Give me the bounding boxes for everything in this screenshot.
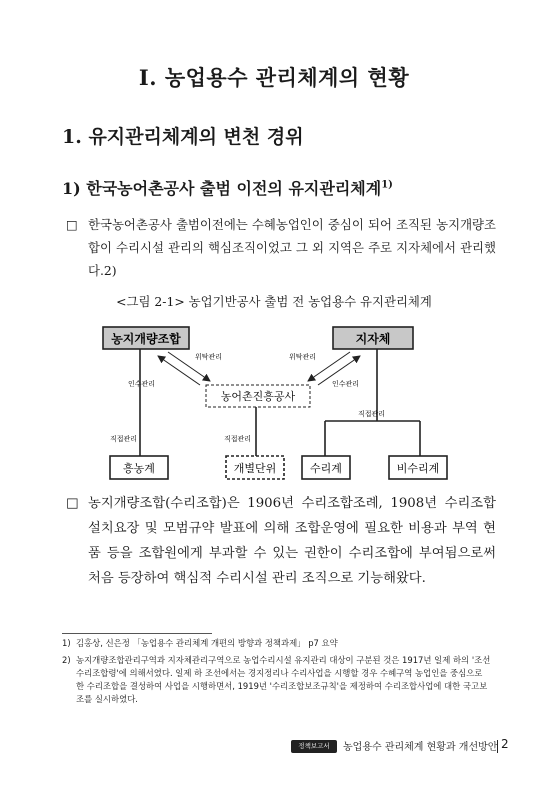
section-title: 1. 유지관리체계의 변천 경위 [62,126,304,148]
bullet-box: □ [66,496,79,511]
node-nongji: 농지개량조합 [111,332,181,346]
footnote-2-number: 2) [62,655,71,665]
arrow-insu-left [158,356,200,385]
footer-badge: 정책보고서 [291,740,337,753]
footnote-1 [62,637,492,650]
paragraph-1-text: 한국농어촌공사 출범이전에는 수혜농업인이 중심이 되어 조직된 농지개량조합이 수리시설 관리의 핵심조직이었고 그 외 지역은 주로 지자체에서 관리했다.2) [88,217,496,278]
node-heungnong: 흥농계 [123,462,155,475]
footnote-1-text: 김홍상, 신은정 「농업용수 관리체계 개편의 방향과 정책과제」 p7 요약 [76,638,338,648]
footnote-1-number: 1) [62,638,71,648]
label-wetak-right: 위탁관리 [289,353,317,361]
node-jijache: 지자체 [355,332,391,346]
footer-title: 농업용수 관리체계 현황과 개선방안 [343,742,498,753]
node-surigye: 수리계 [310,462,342,475]
footnote-divider [62,633,212,634]
node-center: 농어촌진흥공사 [220,390,296,403]
footnote-2 [62,654,492,706]
figure-caption: <그림 2-1> 농업기반공사 출범 전 농업용수 유지관리체계 [116,294,432,309]
management-structure-diagram [0,315,548,490]
label-direct-left: 직접관리 [110,435,138,443]
footnote-ref-1[interactable]: 1) [381,179,393,191]
subsection-title [62,176,393,199]
label-insu-left: 인수관리 [128,380,156,388]
node-gaebyeol: 개별단위 [233,462,277,475]
label-wetak-left: 위탁관리 [195,353,223,361]
label-direct-right: 직접관리 [358,410,386,418]
paragraph-1 [66,213,496,282]
footer-separator [497,740,498,753]
bullet-box: □ [66,217,78,232]
label-direct-mid: 직접관리 [224,435,252,443]
chapter-title: I. 농업용수 관리체계의 현황 [138,65,410,90]
paragraph-2 [66,491,496,591]
subsection-title-text: 1) 한국농어촌공사 출범 이전의 유지관리체계 [62,179,382,198]
node-bisurigye: 비수리계 [396,462,440,475]
page-number: 2 [501,737,509,751]
footnote-2-text: 농지개량조합관리구역과 지자체관리구역으로 농업수리시설 유지관리 대상이 구분된 것은 1917년 일제 하의 '조선수리조합령'에 의해서였다. 일제 하 조선에서는 경지정리나 수리사업을 시행할 경우 수혜구역 농업인을 중심으로 한 수리조합을 결성하여 사업을 시행하면서, 1919년 '수리조합보조규칙'을 제정하여 수리조합사업에 대한 국고보조를 실시하였다. [76,655,491,704]
paragraph-2-text: 농지개량조합(수리조합)은 1906년 수리조합조례, 1908년 수리조합 설치요장 및 모범규약 발표에 의해 조합운영에 필요한 비용과 부역 현품 등을 조합원에게 부과할 수 있는 권한이 수리조합에 부여됨으로써 처음 등장하여 핵심적 수리시설 관리 조직으로 기능해왔다. [88,496,496,586]
label-insu-right: 인수관리 [332,380,360,388]
